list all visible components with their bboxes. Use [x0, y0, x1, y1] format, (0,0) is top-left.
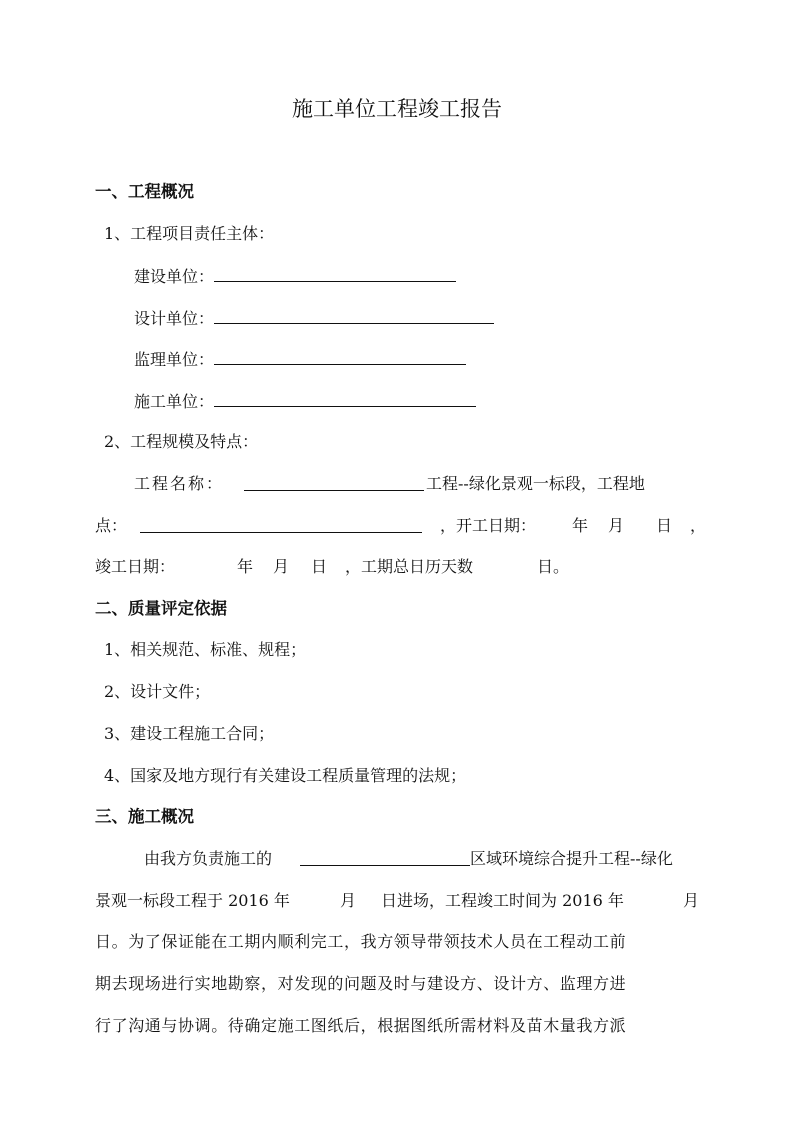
blank-line [214, 307, 494, 324]
field-design-unit [134, 307, 494, 329]
field-label: 建设单位： [134, 267, 215, 286]
blank-line [300, 849, 470, 866]
paragraph-prefix: 由我方负责施工的 [144, 849, 273, 868]
blank-line [214, 348, 466, 365]
finish-year: 年 [237, 557, 254, 576]
section1-item2: 2、工程规模及特点： [104, 432, 259, 451]
paragraph-suffix: 区域环境综合提升工程--绿化 [470, 849, 673, 868]
field-label: 设计单位： [134, 309, 215, 328]
list-item: 4、国家及地方现行有关建设工程质量管理的法规； [104, 766, 467, 785]
field-contractor-unit [134, 390, 476, 412]
paragraph-line: 景观一标段工程于 2016 年 [95, 891, 290, 910]
section3-heading: 三、施工概况 [95, 807, 194, 826]
blank-line [214, 265, 456, 282]
list-item: 2、设计文件； [104, 682, 211, 701]
field-label: 施工单位： [134, 392, 215, 411]
blank-line [244, 474, 424, 491]
paragraph-line: 日进场，工程竣工时间为 2016 年 [381, 891, 624, 910]
finish-month: 月 [273, 557, 290, 576]
project-name-label: 工程名称： [134, 474, 225, 493]
blank-line [140, 516, 422, 533]
site-label: 点： [95, 516, 128, 535]
page-title: 施工单位工程竣工报告 [292, 97, 502, 121]
paragraph-month: 月 [340, 891, 357, 910]
section2-heading: 二、质量评定依据 [95, 599, 227, 618]
start-month: 月 [608, 516, 625, 535]
list-item: 3、建设工程施工合同； [104, 724, 275, 743]
project-name-suffix: 工程--绿化景观一标段，工程地 [426, 474, 645, 493]
paragraph-line: 日。为了保证能在工期内顺利完工，我方领导带领技术人员在工程动工前 [95, 932, 627, 951]
section1-item1: 1、工程项目责任主体： [104, 224, 275, 243]
start-day: 日 [656, 516, 673, 535]
finish-date-label: 竣工日期： [95, 557, 176, 576]
duration-label: ，工期总日历天数 [345, 557, 474, 576]
blank-line [214, 390, 476, 407]
list-item: 1、相关规范、标准、规程； [104, 640, 307, 659]
field-construction-unit [134, 265, 456, 287]
finish-day: 日 [311, 557, 328, 576]
section1-heading: 一、工程概况 [95, 182, 194, 201]
paragraph-line: 期去现场进行实地勘察，对发现的问题及时与建设方、设计方、监理方进 [95, 974, 627, 993]
paragraph-month: 月 [683, 891, 700, 910]
paragraph-line: 行了沟通与协调。待确定施工图纸后，根据图纸所需材料及苗木量我方派 [95, 1016, 627, 1035]
field-supervision-unit [134, 348, 466, 370]
start-date-label: ，开工日期： [440, 516, 537, 535]
duration-end: 日。 [537, 557, 570, 576]
comma: ， [690, 516, 707, 535]
start-year: 年 [572, 516, 589, 535]
field-label: 监理单位： [134, 350, 215, 369]
